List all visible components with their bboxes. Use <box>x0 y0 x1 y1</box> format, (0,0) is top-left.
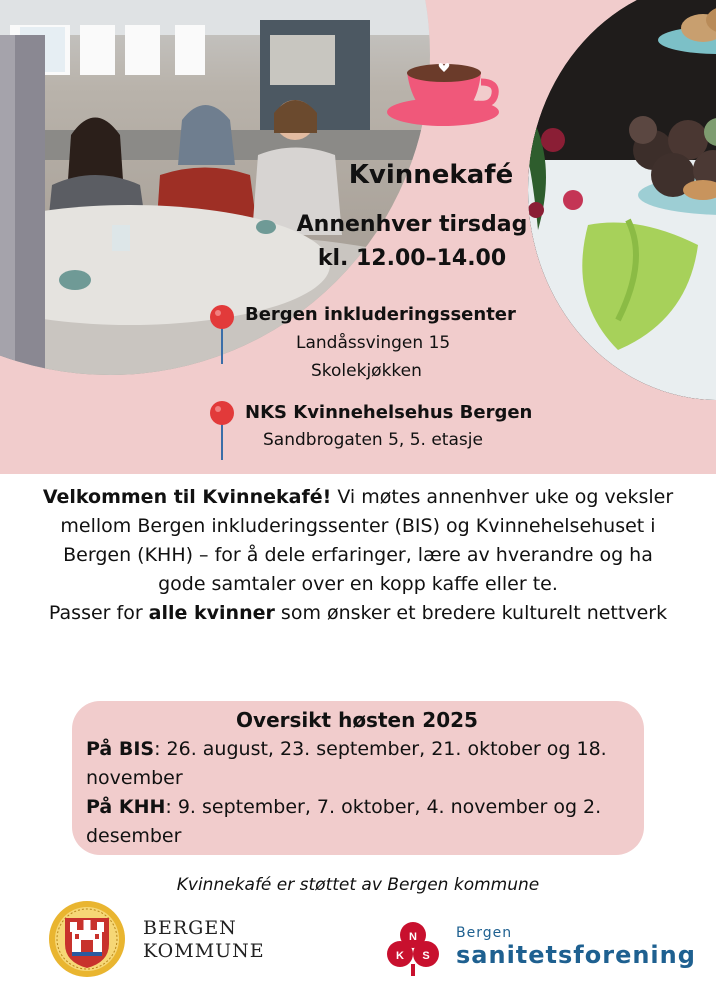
support-text: Kvinnekafé er støttet av Bergen kommune <box>176 875 540 895</box>
map-pin-icon <box>210 304 234 364</box>
welcome-paragraph <box>40 483 676 599</box>
overview-title: Oversikt høsten 2025 <box>236 708 478 732</box>
overview-bis-dates: : 26. august, 23. september, 21. oktober og 18. november <box>86 738 607 789</box>
location-1-name: Bergen inkluderingssenter <box>245 304 516 325</box>
location-1-address: Landåssvingen 15 <box>296 333 451 353</box>
welcome-bold: Velkommen til Kvinnekafé! <box>42 486 332 508</box>
bergen-kommune-line2: KOMMUNE <box>143 940 265 962</box>
audience-prefix: Passer for <box>48 602 149 624</box>
photo-cakes-illustration <box>528 0 716 400</box>
nks-letter-s: S <box>422 950 430 962</box>
overview-box <box>72 701 644 855</box>
sanitetsforening-name: sanitetsforening <box>456 941 696 969</box>
location-2-name: NKS Kvinnehelsehus Bergen <box>245 402 533 423</box>
overview-khh <box>86 793 628 851</box>
overview-bis-label: På BIS <box>86 738 155 760</box>
overview-khh-dates: : 9. september, 7. oktober, 4. november og 2. desember <box>86 796 602 847</box>
nks-letter-k: K <box>396 950 404 962</box>
location-1-room: Skolekjøkken <box>311 361 422 381</box>
nks-clover-logo-icon <box>385 920 441 976</box>
event-frequency: Annenhver tirsdag <box>296 212 528 237</box>
bergen-kommune-logo-text <box>143 917 265 963</box>
sanitetsforening-city: Bergen <box>456 925 513 941</box>
coffee-cup-icon <box>385 60 505 140</box>
nks-letter-n: N <box>409 931 417 943</box>
event-time: kl. 12.00–14.00 <box>317 246 507 271</box>
audience-suffix: som ønsker et bredere kulturelt nettverk <box>274 602 668 624</box>
welcome-body: Vi møtes annenhver uke og veksler mellom Bergen inkluderingssenter (BIS) og Kvinnehelsehuset i Bergen (KHH) – for å dele erfaringer, lære av hverandre og ha gode samtaler over en kopp kaffe eller te. <box>60 486 674 595</box>
location-2-address: Sandbrogaten 5, 5. etasje <box>263 430 483 450</box>
intro-text <box>40 483 676 628</box>
audience-paragraph <box>40 599 676 628</box>
bergen-kommune-line1: BERGEN <box>143 917 237 939</box>
audience-bold: alle kvinner <box>148 602 275 624</box>
map-pin-icon <box>210 400 234 460</box>
bergen-coat-of-arms-icon <box>48 900 126 978</box>
header-panel <box>0 0 716 474</box>
overview-khh-label: På KHH <box>86 796 166 818</box>
event-title: Kvinnekafé <box>348 160 514 190</box>
overview-bis <box>86 735 628 793</box>
photo-cakes-and-flowers <box>528 0 716 400</box>
